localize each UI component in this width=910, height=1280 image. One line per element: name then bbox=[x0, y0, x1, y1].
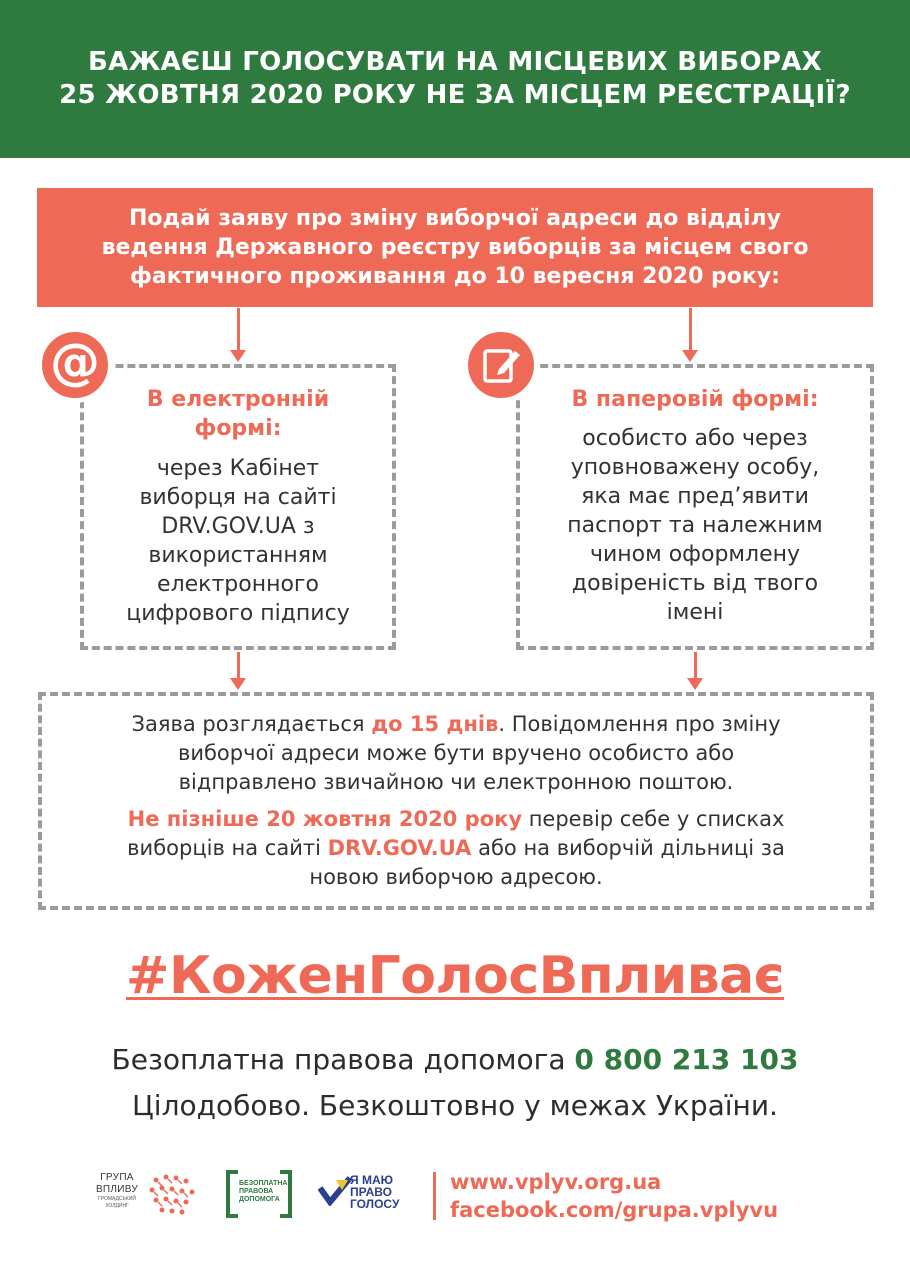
bracket-left bbox=[226, 1170, 238, 1218]
logo-text bbox=[239, 1180, 288, 1204]
paper-form-body bbox=[530, 424, 860, 627]
electronic-title-line: В електронній bbox=[146, 387, 330, 412]
review-text: новою виборчою адресою. bbox=[309, 865, 603, 889]
instruction-line-3: фактичного проживання до 10 вересня 2020 року: bbox=[130, 264, 780, 289]
body-line: чином оформлену bbox=[589, 542, 801, 567]
logo-line: ПРАВОВА bbox=[239, 1188, 274, 1195]
at-sign-icon: @ bbox=[38, 328, 112, 402]
header-banner bbox=[0, 0, 910, 158]
electronic-form-body bbox=[96, 454, 380, 628]
review-box bbox=[38, 692, 874, 910]
review-text: виборчої адреси може бути вручено особисто або bbox=[177, 741, 735, 765]
logo-text bbox=[88, 1172, 146, 1210]
ya-mayu-pravo-golosu-logo bbox=[318, 1168, 418, 1222]
drv-site-link[interactable]: DRV.GOV.UA bbox=[327, 836, 472, 860]
people-arrows-icon bbox=[146, 1172, 198, 1218]
body-line: паспорт та належним bbox=[567, 513, 823, 538]
hotline-phone[interactable]: 0 800 213 103 bbox=[574, 1043, 799, 1076]
body-line: використанням bbox=[148, 543, 328, 568]
free-legal-aid-logo bbox=[226, 1170, 292, 1218]
contact-links bbox=[450, 1168, 778, 1224]
review-text: перевір себе у списках bbox=[522, 807, 785, 831]
bracket-right bbox=[280, 1170, 292, 1218]
facebook-link[interactable]: facebook.com/grupa.vplyvu bbox=[450, 1198, 779, 1222]
review-text: Заява розглядається bbox=[131, 712, 372, 736]
legal-aid-text: Безоплатна правова допомога bbox=[111, 1043, 575, 1076]
electronic-title-line: формі: bbox=[194, 416, 282, 441]
logo-line: ГРОМАДСЬКИЙ ХОЛДИНГ bbox=[98, 1196, 136, 1209]
body-line: цифрового підпису bbox=[126, 601, 350, 626]
grupa-vplyvu-logo bbox=[88, 1172, 203, 1218]
review-text: . Повідомлення про зміну bbox=[498, 712, 781, 736]
body-line: особисто або через bbox=[582, 426, 808, 451]
logo-line: ДОПОМОГА bbox=[239, 1196, 280, 1203]
instruction-box bbox=[37, 188, 873, 307]
logo-line: ВПЛИВУ bbox=[95, 1184, 139, 1195]
review-text: відправлено звичайною чи електронною поштою. bbox=[178, 770, 734, 794]
website-link[interactable]: www.vplyv.org.ua bbox=[450, 1170, 662, 1194]
document-pen-icon bbox=[464, 328, 538, 402]
instruction-line-1: Подай заяву про зміну виборчої адреси до відділу bbox=[128, 206, 782, 231]
body-line: DRV.GOV.UA з bbox=[161, 514, 315, 539]
logo-line: ГОЛОСУ bbox=[350, 1197, 400, 1211]
logo-line: БЕЗОПЛАТНА bbox=[239, 1180, 288, 1187]
body-line: електронного bbox=[157, 572, 319, 597]
arrow-down-icon bbox=[230, 308, 246, 362]
paper-form-title: В паперовій формі: bbox=[571, 387, 819, 412]
review-text: або на виборчій дільниці за bbox=[471, 836, 785, 860]
header-line-2: 25 ЖОВТНЯ 2020 РОКУ НЕ ЗА МІСЦЕМ РЕЄСТРАЦІЇ? bbox=[59, 80, 851, 110]
document-pen-glyph bbox=[479, 343, 523, 387]
arrow-down-icon bbox=[687, 652, 703, 690]
electronic-form-title bbox=[100, 385, 376, 443]
arrow-down-icon bbox=[230, 652, 246, 690]
hashtag: #КоженГолосВпливає bbox=[125, 946, 785, 1006]
body-line: імені bbox=[666, 600, 724, 625]
body-line: яка має пред’явити bbox=[581, 484, 809, 509]
hashtag-block bbox=[0, 946, 910, 1006]
review-deadline: до 15 днів bbox=[371, 712, 499, 736]
header-line-1: БАЖАЄШ ГОЛОСУВАТИ НА МІСЦЕВИХ ВИБОРАХ bbox=[87, 47, 823, 77]
logo-line: ПРАВО bbox=[350, 1185, 392, 1199]
legal-aid-line-2: Цілодобово. Безкоштовно у межах України. bbox=[132, 1089, 778, 1122]
instruction-line-2: ведення Державного реєстру виборців за місцем свого bbox=[101, 235, 809, 260]
body-line: через Кабінет bbox=[156, 456, 320, 481]
checkmark-icon bbox=[318, 1176, 352, 1206]
footer bbox=[0, 1160, 910, 1230]
review-paragraph-2 bbox=[42, 805, 870, 892]
review-text: виборців на сайті bbox=[127, 836, 328, 860]
legal-aid-line-1 bbox=[0, 1042, 910, 1078]
logo-text bbox=[350, 1174, 399, 1210]
review-paragraph-1 bbox=[42, 710, 870, 797]
divider bbox=[433, 1172, 436, 1220]
check-deadline: Не пізніше 20 жовтня 2020 року bbox=[127, 807, 523, 831]
body-line: довіреність від твого bbox=[571, 571, 819, 596]
arrow-down-icon bbox=[682, 308, 698, 362]
logo-line: Я МАЮ bbox=[350, 1173, 393, 1187]
body-line: виборця на сайті bbox=[139, 485, 337, 510]
logo-line: ГРУПА bbox=[100, 1172, 134, 1183]
body-line: уповноважену особу, bbox=[570, 455, 820, 480]
